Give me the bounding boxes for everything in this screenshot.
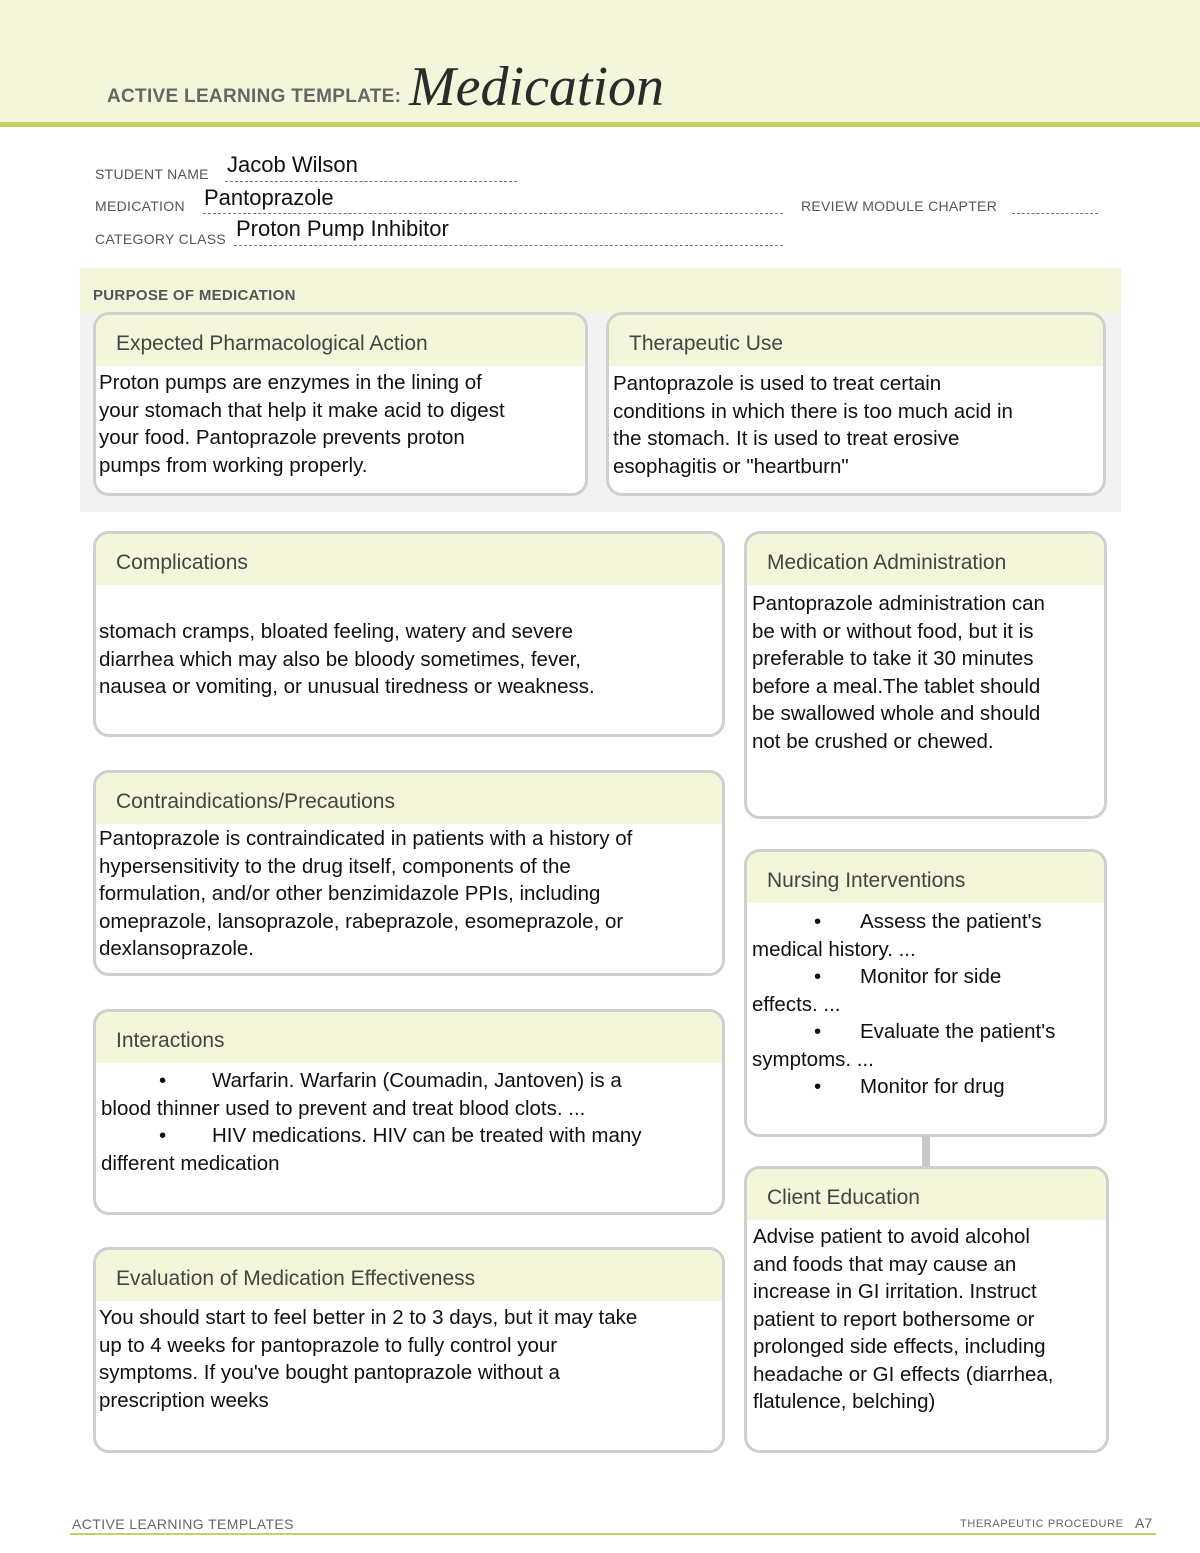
bullet-icon: • — [814, 965, 822, 988]
client-education-text[interactable] — [753, 1223, 1100, 1416]
bullet-icon: • — [159, 1069, 167, 1092]
text-line: your stomach that help it make acid to digest — [99, 398, 505, 422]
text-line: headache or GI effects (diarrhea, — [753, 1362, 1054, 1386]
evaluation-text[interactable] — [99, 1304, 716, 1414]
student-name-label: STUDENT NAME — [95, 166, 209, 182]
therapeutic-use-card — [606, 312, 1106, 496]
medication-value[interactable]: Pantoprazole — [204, 185, 334, 210]
card-title: Contraindications/Precautions — [116, 790, 395, 813]
text-line: Pantoprazole is used to treat certain — [613, 372, 942, 395]
text-line: increase in GI irritation. Instruct — [753, 1280, 1037, 1303]
text-line: dexlansoprazole. — [99, 937, 254, 960]
medication-line — [203, 213, 783, 214]
nursing-interventions-text[interactable] — [752, 908, 1098, 1101]
interactions-text[interactable] — [101, 1067, 716, 1177]
text-line: prolonged side effects, including — [753, 1335, 1046, 1358]
text-line: stomach cramps, bloated feeling, watery and severe — [99, 620, 574, 643]
card-title: Evaluation of Medication Effectiveness — [116, 1267, 476, 1290]
template-label: ACTIVE LEARNING TEMPLATE: — [107, 86, 402, 107]
list-item: • HIV medications. HIV can be treated with many — [101, 1122, 716, 1150]
complications-text[interactable] — [99, 618, 716, 701]
text-line: patient to report bothersome or — [753, 1307, 1035, 1331]
review-module-label: REVIEW MODULE CHAPTER — [801, 198, 998, 214]
page-title: Medication — [409, 56, 665, 118]
card-title: Expected Pharmacological Action — [116, 332, 428, 355]
card-title: Interactions — [116, 1029, 225, 1052]
list-item: • Monitor for side — [752, 963, 1098, 991]
footer-right-label: THERAPEUTIC PROCEDURE — [960, 1518, 1124, 1530]
text-line: Pantoprazole is contraindicated in patients with a history of — [99, 827, 633, 850]
list-item: • Assess the patient's — [752, 908, 1098, 936]
expected-action-text[interactable] — [99, 369, 579, 479]
connector — [922, 1136, 930, 1166]
card-title: Nursing Interventions — [767, 869, 966, 892]
bullet-icon: • — [814, 1075, 822, 1098]
text-line: formulation, and/or other benzimidazole PPIs, including — [99, 882, 601, 905]
text-line: flatulence, belching) — [753, 1390, 936, 1413]
text-line: diarrhea which may also be bloody sometimes, fever, — [99, 647, 581, 671]
student-name-value[interactable]: Jacob Wilson — [227, 152, 358, 177]
text-line: medical history. ... — [752, 937, 916, 961]
text-line: up to 4 weeks for pantoprazole to fully control your — [99, 1333, 558, 1357]
card-title: Client Education — [767, 1186, 920, 1209]
text-line: prescription weeks — [99, 1388, 269, 1412]
review-module-line[interactable] — [1012, 213, 1098, 214]
category-class-label: CATEGORY CLASS — [95, 231, 227, 247]
student-name-line — [225, 181, 517, 182]
header-rule — [0, 122, 1200, 127]
text-line: conditions in which there is too much acid in — [613, 399, 1013, 423]
text-line: omeprazole, lansoprazole, rabeprazole, esomeprazole, or — [99, 909, 624, 933]
medication-label: MEDICATION — [95, 198, 185, 214]
text-line: and foods that may cause an — [753, 1252, 1017, 1276]
contraindications-card — [93, 770, 725, 976]
text-line: be with or without food, but it is — [752, 619, 1034, 643]
text-line: symptoms. If you've bought pantoprazole without a — [99, 1361, 560, 1384]
text-line: blood thinner used to prevent and treat blood clots. ... — [101, 1096, 586, 1120]
card-title: Therapeutic Use — [629, 332, 784, 355]
purpose-label: PURPOSE OF MEDICATION — [93, 287, 296, 304]
bullet-icon: • — [814, 910, 822, 933]
therapeutic-use-text[interactable] — [613, 370, 1097, 480]
text-line: nausea or vomiting, or unusual tiredness or weakness. — [99, 675, 595, 698]
list-item: • Evaluate the patient's — [752, 1018, 1098, 1046]
card-title: Complications — [116, 551, 248, 574]
text-line: your food. Pantoprazole prevents proton — [99, 426, 465, 449]
text-line: hypersensitivity to the drug itself, components of the — [99, 854, 571, 878]
administration-text[interactable] — [752, 590, 1098, 755]
interactions-card — [93, 1009, 725, 1215]
bullet-icon: • — [814, 1020, 822, 1043]
text-line: pumps from working properly. — [99, 453, 368, 477]
text-line: Pantoprazole administration can — [752, 592, 1045, 615]
text-line: not be crushed or chewed. — [752, 729, 994, 753]
page-number: A7 — [1135, 1515, 1153, 1531]
text-line: before a meal.The tablet should — [752, 674, 1041, 698]
list-item: • Monitor for drug — [752, 1073, 1098, 1101]
text-line: symptoms. ... — [752, 1047, 874, 1071]
text-line: preferable to take it 30 minutes — [752, 647, 1034, 670]
text-line: Advise patient to avoid alcohol — [753, 1225, 1030, 1248]
footer-rule — [70, 1533, 1156, 1535]
evaluation-card — [93, 1247, 725, 1453]
text-line: be swallowed whole and should — [752, 702, 1041, 725]
nursing-interventions-card — [744, 849, 1107, 1137]
category-class-value[interactable]: Proton Pump Inhibitor — [236, 216, 449, 241]
text-line: the stomach. It is used to treat erosive — [613, 427, 960, 450]
text-line: Proton pumps are enzymes in the lining of — [99, 371, 482, 394]
contraindications-text[interactable] — [99, 825, 716, 963]
administration-card — [744, 531, 1107, 819]
card-title: Medication Administration — [767, 551, 1007, 574]
bullet-icon: • — [159, 1124, 167, 1147]
text-line: effects. ... — [752, 992, 841, 1016]
text-line: You should start to feel better in 2 to 3 days, but it may take — [99, 1306, 638, 1329]
category-class-line — [234, 245, 783, 246]
text-line: different medication — [101, 1151, 280, 1175]
expected-action-card — [93, 312, 588, 496]
list-item: • Warfarin. Warfarin (Coumadin, Jantoven) is a — [101, 1067, 716, 1095]
complications-card — [93, 531, 725, 737]
text-line: esophagitis or "heartburn" — [613, 454, 849, 478]
footer-left-label: ACTIVE LEARNING TEMPLATES — [72, 1516, 294, 1532]
client-education-card — [744, 1166, 1109, 1453]
